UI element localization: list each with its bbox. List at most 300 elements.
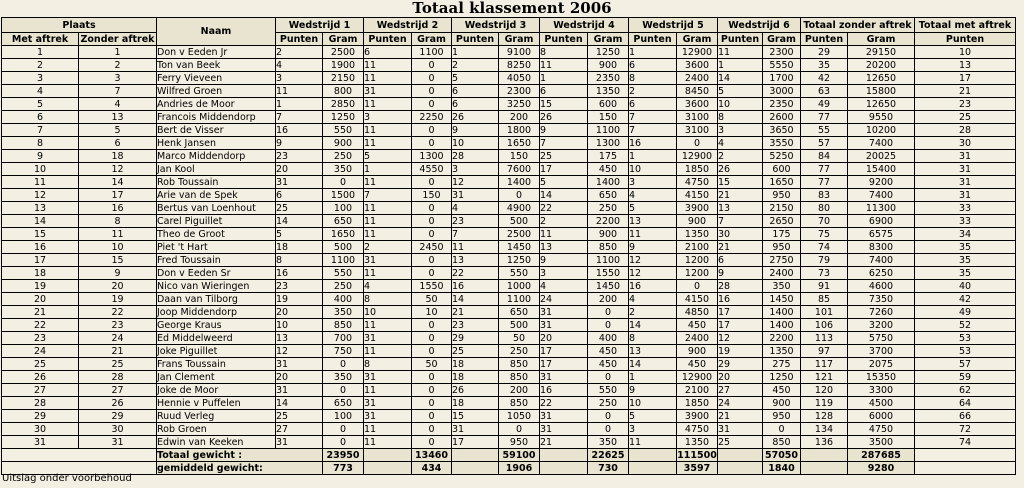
cell-w1-gram: 1250 [323,111,364,124]
table-row [2,228,1016,241]
average-weight-overall: 9280 [848,462,915,475]
spacer [2,449,157,462]
header-wedstrijd-2: Wedstrijd 2 [364,18,452,33]
cell-w2-punten: 11 [364,423,412,436]
cell-totaal-zonder-punten: 77 [801,176,848,189]
cell-w5-punten: 11 [629,436,677,449]
cell-w1-gram: 1900 [323,59,364,72]
cell-w5-gram: 1350 [677,228,718,241]
cell-w2-punten: 11 [364,98,412,111]
cell-w6-punten: 8 [718,111,763,124]
cell-w3-punten: 22 [452,267,499,280]
cell-w2-punten: 11 [364,137,412,150]
cell-w2-gram: 0 [412,124,452,137]
cell-naam: Frans Toussain [157,358,276,371]
cell-w5-punten: 5 [629,410,677,423]
cell-w4-gram: 175 [588,150,629,163]
total-weight-overall: 287685 [848,449,915,462]
cell-w2-gram: 10 [412,306,452,319]
total-weight-wedstrijd-5: 111500 [677,449,717,461]
average-weight-label: gemiddeld gewicht: [157,462,323,475]
cell-w1-gram: 0 [323,358,364,371]
cell-w4-gram: 450 [588,358,629,371]
average-weight-wedstrijd-3: 1906 [499,462,540,475]
cell-w2-punten: 2 [364,241,412,254]
cell-totaal-met-punten: 53 [915,332,1016,345]
average-weight-wedstrijd-4: 730 [588,462,629,475]
cell-w4-gram: 350 [588,436,629,449]
cell-naam: Ton van Beek [157,59,276,72]
cell-w4-punten: 8 [540,46,588,59]
cell-w3-punten: 28 [452,150,499,163]
header-totaal-zonder-aftrek: Totaal zonder aftrek [801,18,915,33]
cell-w1-gram: 250 [323,150,364,163]
cell-w4-gram: 1100 [588,124,629,137]
cell-w5-gram: 900 [677,215,718,228]
cell-w5-gram: 3900 [677,202,718,215]
header-punten: Punten [915,33,1016,46]
cell-totaal-zonder-punten: 106 [801,319,848,332]
cell-naam: Andries de Moor [157,98,276,111]
cell-w5-gram: 12900 [677,150,718,163]
cell-totaal-met-punten: 59 [915,371,1016,384]
cell-rank-zonder-aftrek: 18 [79,150,157,163]
cell-w4-gram: 900 [588,59,629,72]
spacer [452,462,499,475]
cell-w4-gram: 250 [588,397,629,410]
cell-rank-zonder-aftrek: 8 [79,215,157,228]
cell-w6-gram: 2600 [763,111,801,124]
cell-rank-met-aftrek: 2 [2,59,79,72]
cell-totaal-zonder-gram: 5750 [848,332,915,345]
cell-w6-punten: 20 [718,371,763,384]
cell-w3-punten: 23 [452,215,499,228]
header-zonder-aftrek: Zonder aftrek [79,33,157,46]
header-wedstrijd-4: Wedstrijd 4 [540,18,629,33]
cell-w5-punten: 6 [629,98,677,111]
cell-w5-gram: 12900 [677,371,718,384]
cell-w6-punten: 9 [718,267,763,280]
cell-w4-gram: 0 [588,423,629,436]
cell-w3-punten: 6 [452,98,499,111]
cell-rank-met-aftrek: 7 [2,124,79,137]
cell-totaal-zonder-punten: 80 [801,202,848,215]
cell-w1-punten: 7 [276,111,323,124]
cell-w6-gram: 850 [763,436,801,449]
cell-w3-gram: 500 [499,215,540,228]
cell-w1-punten: 19 [276,293,323,306]
cell-naam: Joop Middendorp [157,306,276,319]
cell-totaal-zonder-punten: 120 [801,384,848,397]
cell-totaal-met-punten: 35 [915,267,1016,280]
cell-w1-gram: 550 [323,124,364,137]
cell-w3-gram: 1400 [499,176,540,189]
cell-w4-punten: 11 [540,59,588,72]
cell-naam: Don v Eeden Sr [157,267,276,280]
cell-w2-punten: 11 [364,215,412,228]
table-row [2,241,1016,254]
cell-w3-gram: 3250 [499,98,540,111]
cell-w1-punten: 18 [276,241,323,254]
spacer [915,462,1016,475]
cell-w5-gram: 12900 [677,46,718,59]
cell-rank-zonder-aftrek: 31 [79,436,157,449]
cell-w5-gram: 3900 [677,410,718,423]
cell-totaal-zonder-gram: 4500 [848,397,915,410]
cell-w4-gram: 0 [588,319,629,332]
cell-w3-punten: 26 [452,111,499,124]
cell-rank-zonder-aftrek: 28 [79,371,157,384]
cell-rank-zonder-aftrek: 4 [79,98,157,111]
cell-w2-gram: 0 [412,436,452,449]
cell-w5-punten: 1 [629,150,677,163]
cell-w4-gram: 650 [588,189,629,202]
cell-w1-punten: 14 [276,397,323,410]
cell-totaal-met-punten: 30 [915,137,1016,150]
cell-w5-gram: 0 [677,137,718,150]
spacer [629,449,677,462]
cell-w6-gram: 2350 [763,98,801,111]
total-weight-wedstrijd-3: 59100 [499,449,540,462]
cell-w4-gram: 200 [588,293,629,306]
average-weight-wedstrijd-5: 3597 [677,462,718,475]
cell-totaal-zonder-punten: 79 [801,254,848,267]
cell-naam: Marco Middendorp [157,150,276,163]
cell-naam: Henk Jansen [157,137,276,150]
cell-w3-gram: 0 [499,423,540,436]
cell-w6-gram: 2650 [763,215,801,228]
cell-w4-punten: 7 [540,137,588,150]
header-gram: Gram [677,33,718,46]
cell-w1-punten: 2 [276,46,323,59]
cell-w2-gram: 0 [412,345,452,358]
cell-w5-punten: 1 [629,371,677,384]
cell-w2-punten: 8 [364,358,412,371]
header-row-1 [2,18,1016,33]
cell-w2-punten: 11 [364,228,412,241]
cell-naam: Daan van Tilborg [157,293,276,306]
table-row [2,332,1016,345]
spacer [801,462,848,475]
cell-w6-punten: 21 [718,410,763,423]
cell-totaal-zonder-punten: 35 [801,59,848,72]
cell-w1-gram: 250 [323,280,364,293]
cell-w5-gram: 900 [677,345,718,358]
cell-naam: Nico van Wieringen [157,280,276,293]
cell-naam: Hennie v Puffelen [157,397,276,410]
spacer [364,449,412,462]
cell-w4-punten: 2 [540,215,588,228]
table-row [2,46,1016,59]
cell-w2-gram: 150 [412,189,452,202]
cell-w2-punten: 31 [364,254,412,267]
cell-w1-punten: 9 [276,137,323,150]
cell-totaal-zonder-punten: 29 [801,46,848,59]
cell-w4-punten: 22 [540,397,588,410]
cell-w2-gram: 4550 [412,163,452,176]
cell-w4-gram: 1250 [588,46,629,59]
cell-w5-punten: 9 [629,241,677,254]
cell-w2-gram: 0 [412,228,452,241]
cell-w3-gram: 1050 [499,410,540,423]
cell-w1-gram: 550 [323,267,364,280]
table-row [2,384,1016,397]
cell-rank-zonder-aftrek: 29 [79,410,157,423]
cell-totaal-met-punten: 23 [915,98,1016,111]
cell-totaal-zonder-gram: 7400 [848,189,915,202]
cell-w1-gram: 900 [323,137,364,150]
cell-rank-zonder-aftrek: 16 [79,202,157,215]
cell-w5-punten: 13 [629,345,677,358]
spacer [540,462,588,475]
cell-w6-punten: 29 [718,358,763,371]
cell-w1-punten: 16 [276,124,323,137]
cell-w4-punten: 11 [540,228,588,241]
cell-w4-punten: 9 [540,124,588,137]
cell-w1-gram: 2500 [323,46,364,59]
cell-w1-gram: 100 [323,410,364,423]
cell-totaal-zonder-gram: 4600 [848,280,915,293]
cell-w3-gram: 7600 [499,163,540,176]
table-row [2,358,1016,371]
cell-rank-zonder-aftrek: 5 [79,124,157,137]
cell-w4-gram: 600 [588,98,629,111]
cell-w4-gram: 900 [588,228,629,241]
cell-totaal-met-punten: 17 [915,72,1016,85]
cell-w2-gram: 0 [412,85,452,98]
cell-w1-gram: 0 [323,176,364,189]
cell-w3-gram: 150 [499,150,540,163]
cell-w6-punten: 2 [718,150,763,163]
cell-w1-gram: 500 [323,241,364,254]
table-row [2,98,1016,111]
spacer [540,449,588,462]
cell-w3-gram: 950 [499,436,540,449]
total-weight-label: Totaal gewicht : [157,449,323,462]
cell-w4-punten: 21 [540,436,588,449]
cell-w6-punten: 28 [718,280,763,293]
cell-w4-gram: 450 [588,345,629,358]
cell-w5-punten: 7 [629,124,677,137]
cell-totaal-zonder-gram: 3200 [848,319,915,332]
cell-naam: Bert de Visser [157,124,276,137]
header-plaats: Plaats [2,18,157,33]
cell-w1-gram: 350 [323,306,364,319]
cell-w2-gram: 0 [412,384,452,397]
cell-rank-zonder-aftrek: 15 [79,254,157,267]
cell-w1-punten: 14 [276,215,323,228]
cell-w3-punten: 17 [452,436,499,449]
cell-w4-gram: 250 [588,202,629,215]
cell-totaal-zonder-punten: 85 [801,293,848,306]
cell-w5-gram: 3100 [677,111,718,124]
cell-w1-punten: 31 [276,384,323,397]
cell-w2-punten: 11 [364,384,412,397]
cell-rank-zonder-aftrek: 25 [79,358,157,371]
cell-totaal-zonder-punten: 49 [801,98,848,111]
spacer [718,462,763,475]
cell-w5-punten: 16 [629,137,677,150]
cell-w2-punten: 31 [364,332,412,345]
cell-totaal-met-punten: 33 [915,202,1016,215]
spacer [629,462,677,475]
cell-w6-punten: 16 [718,293,763,306]
cell-rank-met-aftrek: 16 [2,241,79,254]
header-naam: Naam [157,18,276,46]
cell-w6-gram: 0 [763,423,801,436]
cell-w3-gram: 1650 [499,137,540,150]
cell-w6-punten: 17 [718,319,763,332]
cell-totaal-zonder-gram: 15350 [848,371,915,384]
cell-w3-punten: 23 [452,319,499,332]
cell-w4-gram: 550 [588,384,629,397]
cell-w1-gram: 650 [323,215,364,228]
cell-w6-punten: 26 [718,163,763,176]
cell-totaal-met-punten: 31 [915,150,1016,163]
cell-w5-gram: 8450 [677,85,718,98]
total-weight-wedstrijd-6: 57050 [763,449,801,462]
cell-w6-punten: 14 [718,72,763,85]
cell-naam: Edwin van Keeken [157,436,276,449]
header-wedstrijd-5: Wedstrijd 5 [629,18,718,33]
cell-w6-gram: 2200 [763,332,801,345]
cell-w1-punten: 11 [276,85,323,98]
cell-w4-punten: 1 [540,72,588,85]
cell-w1-punten: 31 [276,358,323,371]
cell-totaal-zonder-gram: 9200 [848,176,915,189]
cell-w1-punten: 8 [276,254,323,267]
cell-totaal-zonder-punten: 74 [801,241,848,254]
cell-w6-gram: 1400 [763,306,801,319]
cell-w2-gram: 0 [412,371,452,384]
cell-w3-gram: 1450 [499,241,540,254]
cell-rank-met-aftrek: 28 [2,397,79,410]
cell-rank-met-aftrek: 13 [2,202,79,215]
cell-w6-punten: 3 [718,124,763,137]
cell-w1-punten: 3 [276,72,323,85]
cell-rank-zonder-aftrek: 1 [79,46,157,59]
cell-w4-punten: 4 [540,280,588,293]
header-punten: Punten [718,33,763,46]
cell-w4-gram: 1400 [588,176,629,189]
cell-w1-gram: 400 [323,293,364,306]
header-wedstrijd-3: Wedstrijd 3 [452,18,540,33]
cell-w1-punten: 20 [276,306,323,319]
page-title: Totaal klassement 2006 [412,0,612,17]
cell-w2-gram: 50 [412,358,452,371]
cell-w2-punten: 11 [364,267,412,280]
cell-rank-zonder-aftrek: 12 [79,163,157,176]
cell-w4-gram: 0 [588,410,629,423]
cell-w4-punten: 31 [540,371,588,384]
cell-w5-punten: 4 [629,189,677,202]
cell-w1-gram: 1650 [323,228,364,241]
cell-rank-met-aftrek: 24 [2,345,79,358]
cell-w1-gram: 350 [323,371,364,384]
cell-naam: Wilfred Groen [157,85,276,98]
table-row [2,319,1016,332]
table-row [2,137,1016,150]
header-gram: Gram [412,33,452,46]
cell-totaal-zonder-gram: 9550 [848,111,915,124]
cell-totaal-zonder-gram: 4750 [848,423,915,436]
cell-w2-punten: 11 [364,72,412,85]
cell-w5-punten: 7 [629,111,677,124]
cell-w3-gram: 500 [499,319,540,332]
spacer [718,449,763,462]
table-row [2,189,1016,202]
cell-w5-gram: 1200 [677,254,718,267]
table-row [2,85,1016,98]
cell-w3-gram: 250 [499,345,540,358]
cell-w3-gram: 0 [499,189,540,202]
cell-w3-gram: 850 [499,371,540,384]
cell-rank-met-aftrek: 11 [2,176,79,189]
cell-w4-punten: 13 [540,241,588,254]
cell-w5-punten: 9 [629,384,677,397]
cell-w5-gram: 3100 [677,124,718,137]
cell-w2-punten: 7 [364,189,412,202]
cell-naam: Rob Toussain [157,176,276,189]
cell-w3-punten: 12 [452,176,499,189]
spacer [452,449,499,462]
cell-w6-gram: 1650 [763,176,801,189]
cell-w4-punten: 5 [540,176,588,189]
cell-w5-punten: 2 [629,306,677,319]
cell-w4-punten: 16 [540,384,588,397]
cell-w6-punten: 6 [718,254,763,267]
cell-naam: Arie van de Spek [157,189,276,202]
cell-w4-punten: 24 [540,293,588,306]
cell-w5-gram: 4850 [677,306,718,319]
cell-totaal-zonder-punten: 84 [801,150,848,163]
cell-w6-punten: 24 [718,397,763,410]
cell-w5-gram: 450 [677,358,718,371]
cell-rank-met-aftrek: 26 [2,371,79,384]
cell-w6-gram: 350 [763,280,801,293]
cell-w4-gram: 1350 [588,85,629,98]
cell-w3-punten: 18 [452,397,499,410]
cell-totaal-zonder-punten: 83 [801,189,848,202]
cell-totaal-met-punten: 64 [915,397,1016,410]
cell-w5-punten: 13 [629,215,677,228]
cell-w6-punten: 15 [718,176,763,189]
cell-rank-zonder-aftrek: 9 [79,267,157,280]
cell-totaal-zonder-punten: 113 [801,332,848,345]
cell-w1-punten: 13 [276,332,323,345]
cell-w6-punten: 21 [718,189,763,202]
header-wedstrijd-1: Wedstrijd 1 [276,18,364,33]
cell-w2-gram: 0 [412,319,452,332]
cell-totaal-zonder-gram: 2075 [848,358,915,371]
header-punten: Punten [801,33,848,46]
cell-naam: Ed Middelweerd [157,332,276,345]
cell-w4-gram: 1100 [588,254,629,267]
cell-w5-gram: 2100 [677,384,718,397]
cell-w6-punten: 17 [718,306,763,319]
cell-w5-punten: 2 [629,85,677,98]
table-row [2,72,1016,85]
cell-w3-gram: 1800 [499,124,540,137]
cell-w6-gram: 900 [763,397,801,410]
cell-w3-punten: 16 [452,280,499,293]
cell-w4-gram: 2200 [588,215,629,228]
cell-w5-gram: 450 [677,319,718,332]
spacer [915,449,1016,462]
cell-w5-punten: 12 [629,267,677,280]
cell-rank-met-aftrek: 31 [2,436,79,449]
cell-totaal-met-punten: 40 [915,280,1016,293]
